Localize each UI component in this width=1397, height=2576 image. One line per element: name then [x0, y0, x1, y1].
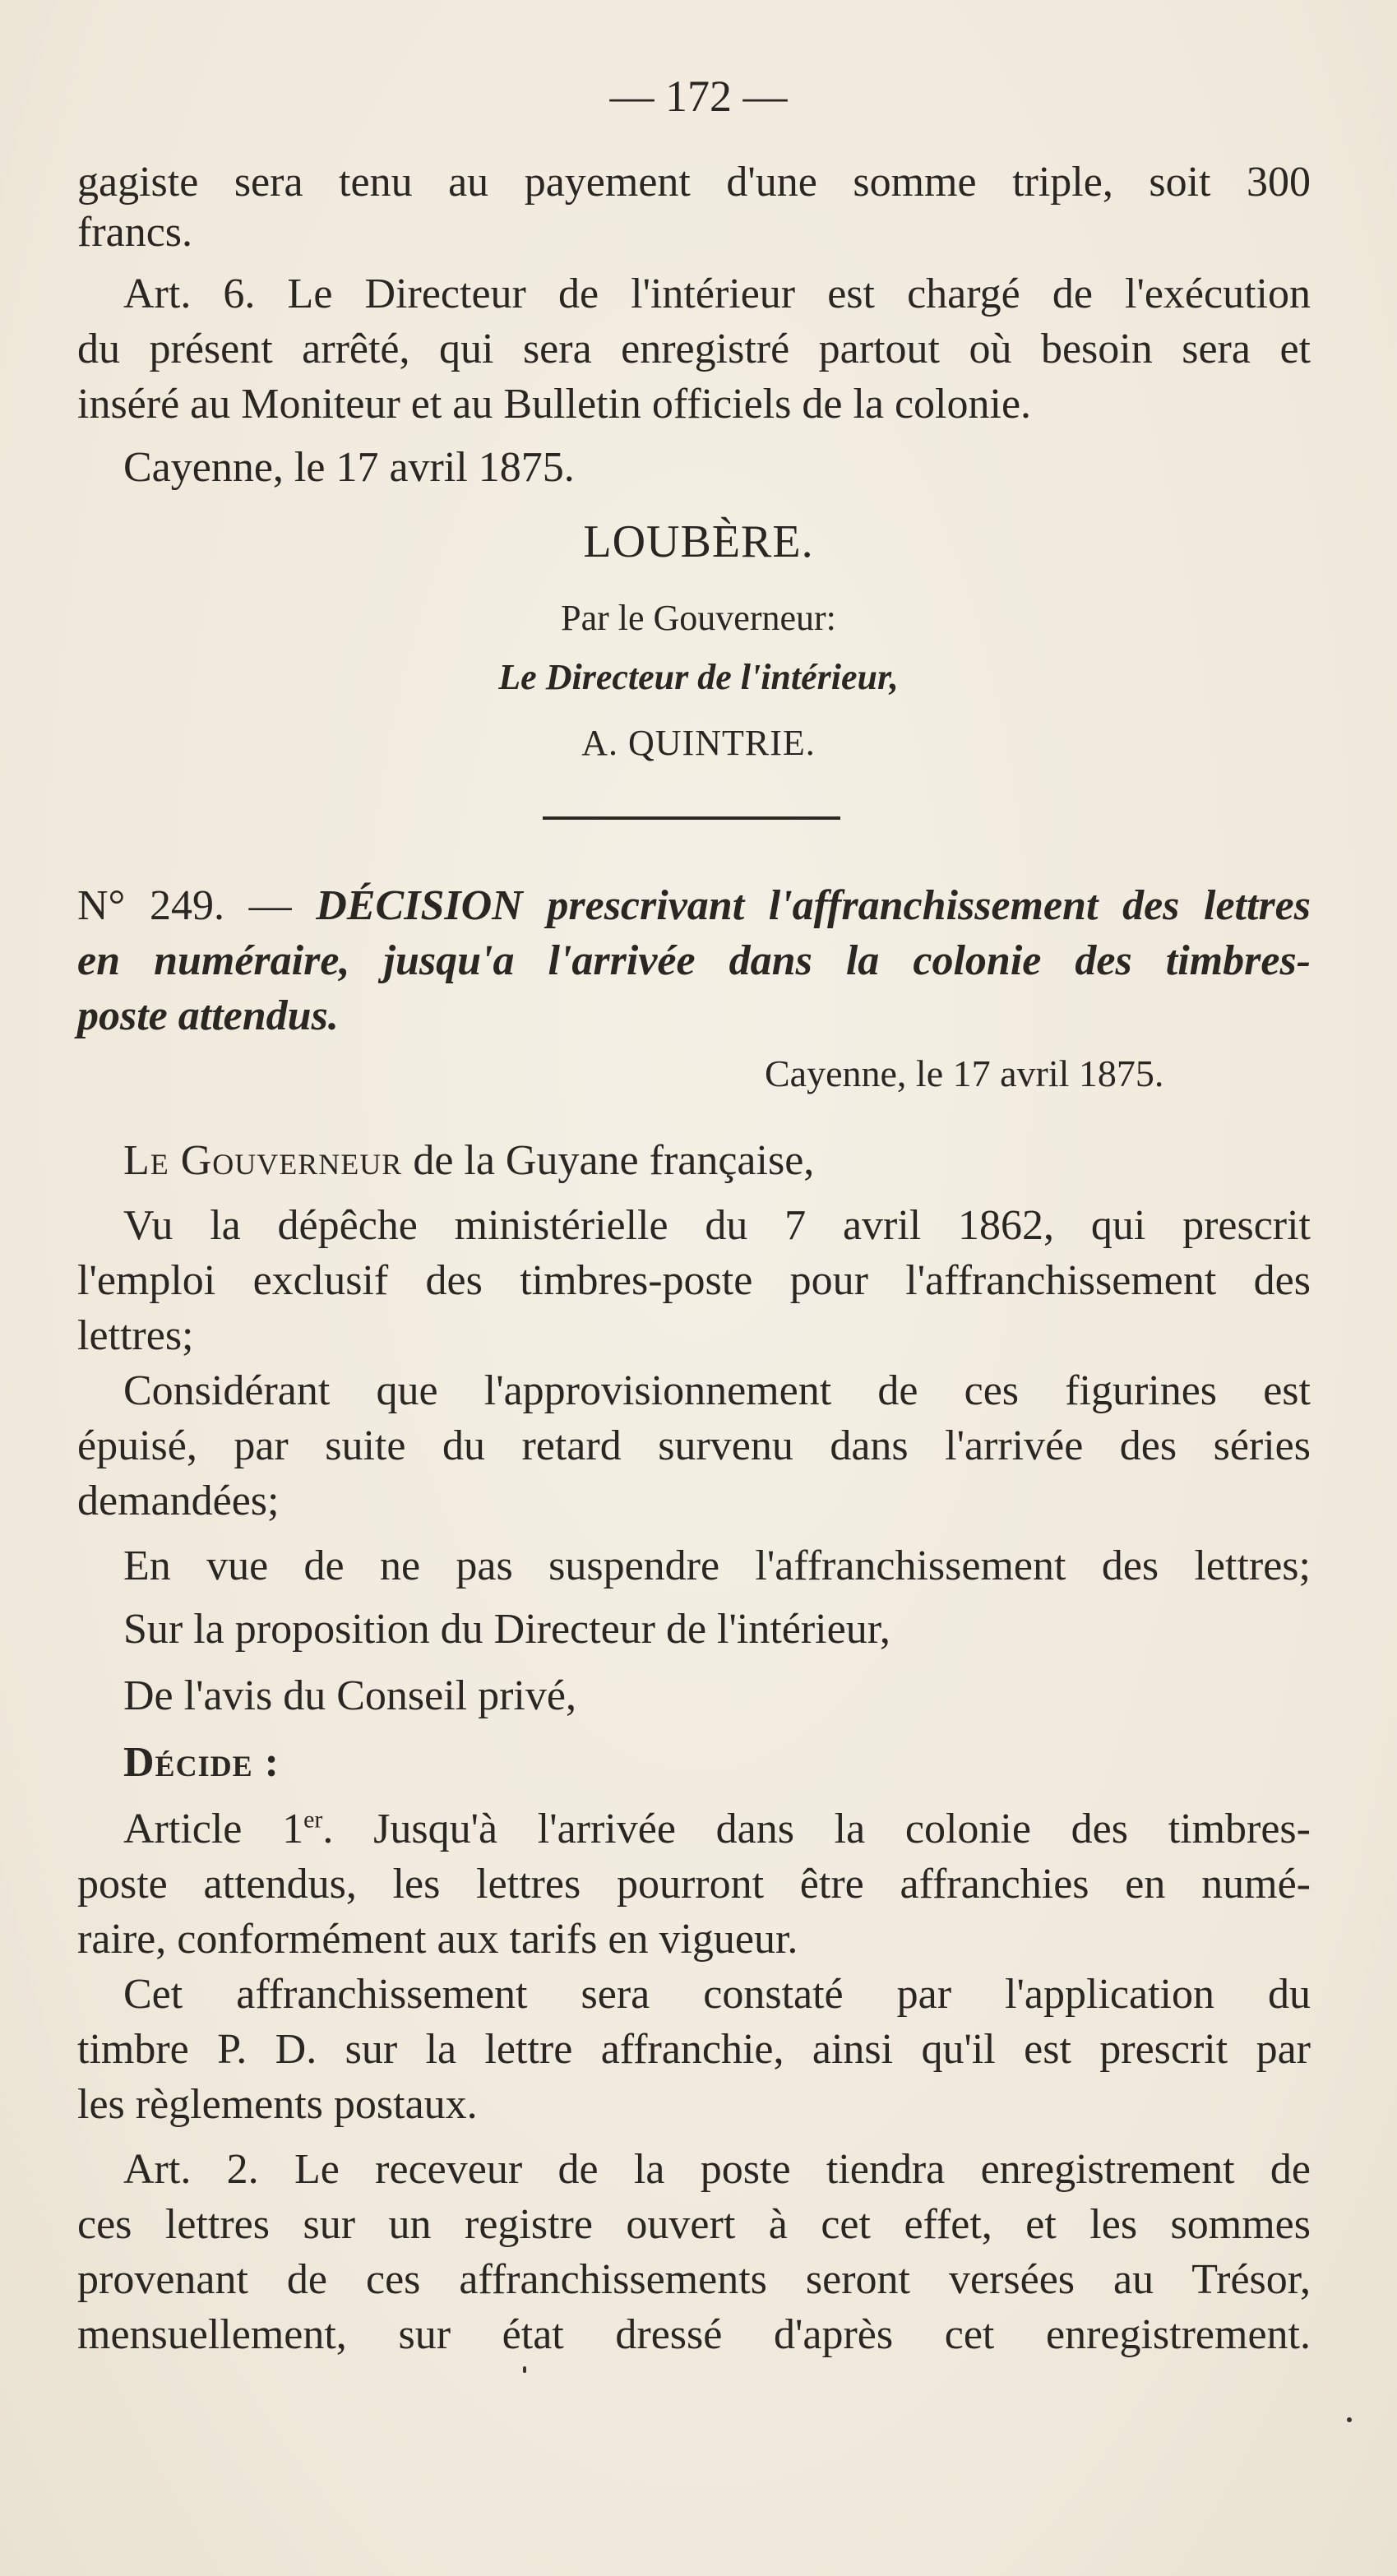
- text-line: gagiste sera tenu au payement d'une somme triple, soit 300: [77, 159, 1311, 206]
- signature-name: LOUBÈRE.: [583, 516, 814, 567]
- article-1-prefix: Article 1: [123, 1806, 304, 1852]
- decision-title-line: [77, 878, 1311, 933]
- decision-title-line: poste attendus.: [77, 992, 339, 1039]
- text-line: francs.: [77, 209, 193, 256]
- text-line: du présent arrêté, qui sera enregistré partout où besoin sera et: [77, 326, 1311, 372]
- ink-speck: [523, 2366, 526, 2373]
- signature-by: Par le Gouverneur:: [561, 598, 836, 638]
- ink-speck: [1347, 2417, 1352, 2422]
- text-line: Cet affranchissement sera constaté par l'application du: [123, 1971, 1311, 2018]
- decision-dateline: Cayenne, le 17 avril 1875.: [765, 1052, 1164, 1094]
- text-line: De l'avis du Conseil privé,: [123, 1672, 576, 1719]
- dateline: Cayenne, le 17 avril 1875.: [123, 444, 575, 491]
- text-line: ces lettres sur un registre ouvert à cet effet, et les sommes: [77, 2201, 1311, 2248]
- text-line: l'emploi exclusif des timbres-poste pour l'affranchissement des: [77, 1257, 1311, 1304]
- decision-title-line: en numéraire, jusqu'a l'arrivée dans la colonie des timbres-: [77, 937, 1311, 984]
- text-line: provenant de ces affranchissements seront versées au Trésor,: [77, 2256, 1311, 2303]
- decision-number: N° 249. —: [77, 882, 292, 929]
- text-line: timbre P. D. sur la lettre affranchie, ainsi qu'il est prescrit par: [77, 2026, 1311, 2073]
- text-line: demandées;: [77, 1478, 280, 1524]
- text-line: poste attendus, les lettres pourront être affranchies en numé-: [77, 1861, 1311, 1908]
- text-line: Art. 6. Le Directeur de l'intérieur est chargé de l'exécution: [123, 271, 1311, 317]
- signature-office: Le Directeur de l'intérieur,: [498, 657, 899, 697]
- text-line: Considérant que l'approvisionnement de ces figurines est: [123, 1367, 1311, 1414]
- text-line: En vue de ne pas suspendre l'affranchissement des lettres;: [123, 1542, 1311, 1589]
- text-line: Art. 2. Le receveur de la poste tiendra enregistrement de: [123, 2146, 1311, 2193]
- article-1-rest: . Jusqu'à l'arrivée dans la colonie des timbres-: [322, 1806, 1311, 1852]
- article-1-line: [77, 1801, 1311, 1857]
- previous-article: [77, 155, 1311, 495]
- text-line: lettres;: [77, 1312, 194, 1359]
- text-line: Vu la dépêche ministérielle du 7 avril 1862, qui prescrit: [123, 1202, 1311, 1249]
- text-line: épuisé, par suite du retard survenu dans l'arrivée des séries: [77, 1422, 1311, 1469]
- decide-heading: Décide :: [123, 1739, 280, 1786]
- text-line: inséré au Moniteur et au Bulletin officiels de la colonie.: [77, 381, 1032, 428]
- governor-rest: de la Guyane française,: [413, 1137, 815, 1184]
- decision-heading: [77, 878, 1311, 1043]
- article-1-sup: er: [303, 1806, 323, 1834]
- page-number: — 172 —: [609, 72, 788, 121]
- text-line: raire, conformément aux tarifs en vigueur.: [77, 1916, 798, 1963]
- signature-signer: A. QUINTRIE.: [581, 723, 816, 763]
- text-line: les règlements postaux.: [77, 2081, 478, 2128]
- decision-title-word: DÉCISION: [316, 882, 523, 929]
- text-line: Sur la proposition du Directeur de l'intérieur,: [123, 1606, 890, 1653]
- text-line: mensuellement, sur état dressé d'après cet enregistrement.: [77, 2311, 1311, 2358]
- governor-caps: Le Gouverneur: [123, 1137, 403, 1184]
- governor-line: [77, 1133, 1311, 1188]
- decision-title-rest: prescrivant l'affranchissement des lettres: [547, 882, 1311, 929]
- decision-body: [77, 1133, 1311, 2362]
- section-divider: [543, 816, 840, 820]
